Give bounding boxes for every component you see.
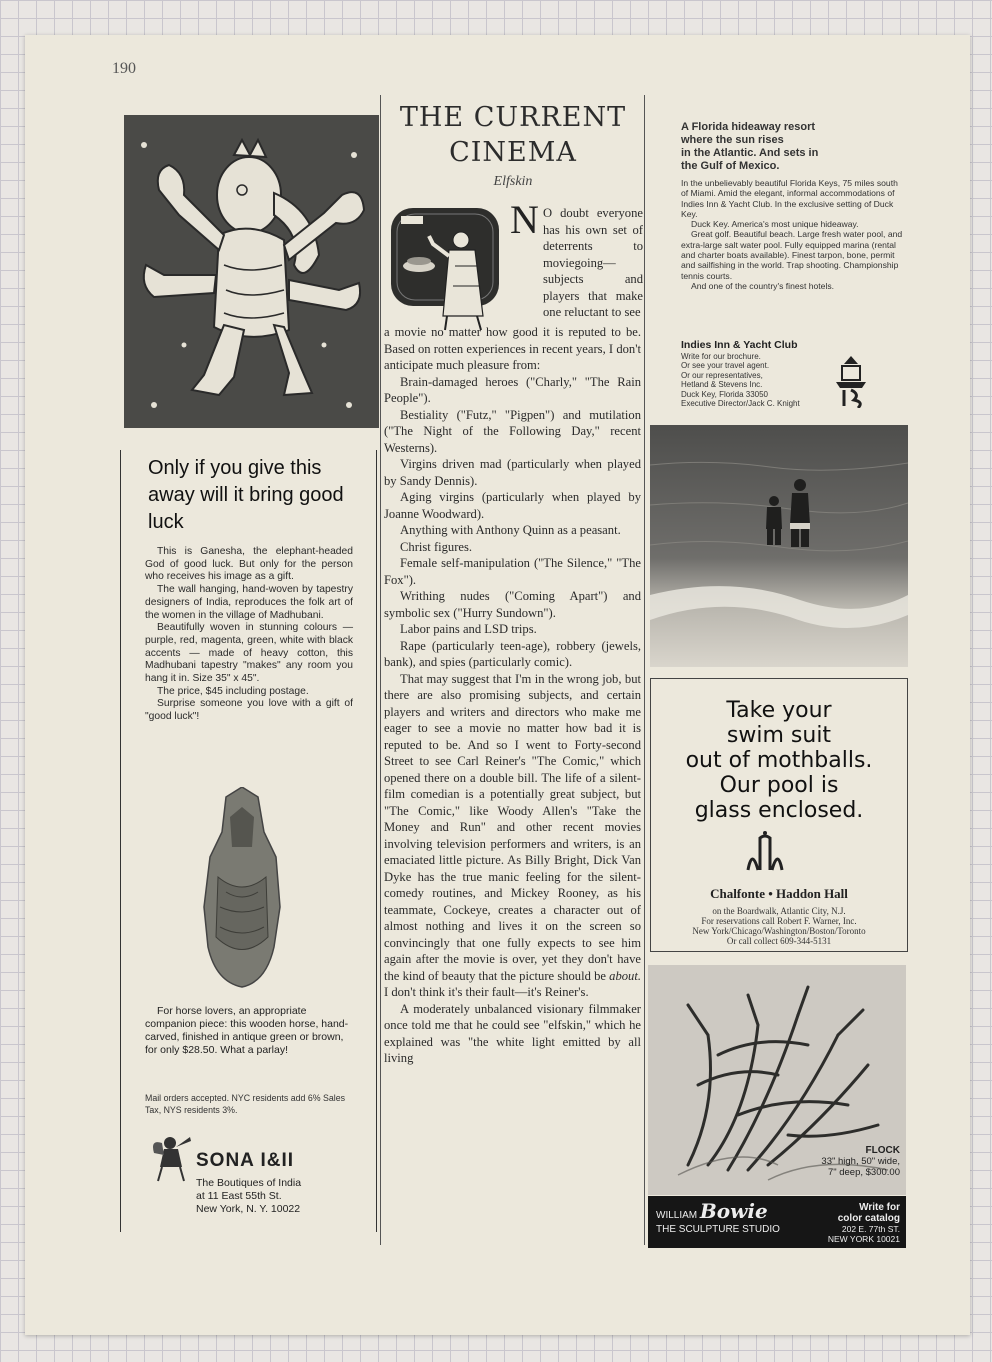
chalfonte-logo-icon — [742, 830, 788, 876]
headline-line: glass enclosed. — [694, 798, 864, 823]
list-item: Female self-manipulation ("The Silence," "The Fox"). — [384, 556, 641, 587]
sona-paragraph: The wall hanging, hand-woven by tapestry designers of India, reproduces the folk art of the women in the village of Madhubani. — [145, 584, 353, 621]
headline-line: A Florida hideaway resort — [681, 121, 816, 133]
detail-line: Or call collect 609-344-5131 — [726, 936, 832, 946]
contact-line: Write for our brochure. — [681, 352, 761, 361]
trumpeter-logo-icon — [150, 1131, 192, 1183]
list-item: Anything with Anthony Quinn as a peasant. — [400, 523, 621, 537]
contact-line: Or our representatives, — [681, 370, 763, 380]
headline-line: where the sun rises — [681, 134, 784, 146]
headline-line: in the Atlantic. And sets in — [681, 147, 819, 159]
pagoda-logo-icon — [834, 356, 868, 408]
list-item: Rape (particularly teen-age), robbery (jewels, bank), and spies (particularly comic). — [384, 638, 641, 669]
indies-paragraph: And one of the country's finest hotels. — [691, 280, 835, 291]
address-line: at 11 East 55th St. — [196, 1190, 282, 1202]
mail-order-note: Mail orders accepted. NYC residents add 6% Sales Tax, NYS residents 3%. — [145, 1093, 345, 1115]
bowie-address-line: 202 E. 77th ST. — [841, 1224, 900, 1234]
flock-caption — [770, 1145, 900, 1178]
article-paragraph: a movie no matter how good it is reputed to be. Based on rotten experiences in recent years, I don't anticipate much pleasure from: — [384, 325, 641, 372]
sona-body — [145, 546, 353, 724]
sona-paragraph: This is Ganesha, the elephant-headed God of good luck. But only for the person who receives his image as a gift. — [145, 546, 353, 583]
article-text: I don't think it's their fault—it's Reiner's. — [384, 985, 589, 999]
bowie-address-line: NEW YORK 10021 — [827, 1234, 900, 1244]
chalfonte-name: Chalfonte • Haddon Hall — [710, 886, 848, 901]
cta-line: color catalog — [837, 1213, 900, 1224]
headline-line: the Gulf of Mexico. — [681, 160, 780, 172]
indies-paragraph: In the unbelievably beautiful Florida Keys, 75 miles south of Miami. Amid the elegant, informal accommodations of Indies Inn & Yacht Club. In the exclusive setting of Duck Key. — [681, 178, 898, 219]
sona-paragraph: Beautifully woven in stunning colours — purple, red, magenta, green, white with black accents — made of heavy cotton, this Madhubani tapestry "makes" any room you hang it in. Size 35" x 45". — [145, 622, 353, 685]
sona-paragraph: Surprise someone you love with a gift of "good luck"! — [145, 698, 353, 723]
list-item: Bestiality ("Futz," "Pigpen") and mutilation ("The Night of the Following Day," recent Westerns). — [384, 407, 641, 455]
article-subtitle: Elfskin — [493, 174, 533, 189]
article-text: O doubt everyone has his own set of deterrents to moviegoing—subjects and players that make one reluctant to see — [543, 206, 643, 319]
address-line: The Boutiques of India — [196, 1177, 302, 1189]
sona-paragraph: The price, $45 including postage. — [157, 685, 309, 697]
contact-line: Hetland & Stevens Inc. — [681, 380, 763, 390]
bowie-banner — [648, 1196, 906, 1248]
detail-line: on the Boardwalk, Atlantic City, N.J. — [712, 906, 846, 916]
indies-paragraph: Great golf. Beautiful beach. Large fresh water pool, and extra-large salt water pool. Fully equipped marina (rental and charter boats available). Finest tarpon, bone, permit and sailfishing in the world. Trap shooting. Championship tennis courts. — [681, 229, 903, 281]
sona-logo-text: SONA I&II — [196, 1150, 295, 1171]
headline-line: Our pool is — [719, 773, 839, 798]
detail-line: New York/Chicago/Washington/Boston/Toronto — [692, 926, 866, 936]
chalfonte-headline — [650, 698, 908, 823]
drop-cap: N — [510, 197, 539, 242]
caption-line: 33" high, 50" wide, — [821, 1156, 900, 1167]
article-paragraph: A moderately unbalanced visionary filmmaker once told me that he could see "elfskin," which he explained was "the white light emitted by all living — [384, 1001, 641, 1065]
title-line: THE CURRENT — [399, 102, 627, 133]
article-body — [384, 324, 641, 1067]
title-line: CINEMA — [449, 137, 577, 168]
column-rule — [380, 95, 381, 1245]
address-line: New York, N. Y. 10022 — [196, 1203, 301, 1215]
headline-line: Take your — [726, 698, 832, 723]
article-title — [384, 100, 642, 170]
bowie-first-name: WILLIAM — [656, 1210, 698, 1221]
contact-line: Duck Key, Florida 33050 — [681, 389, 769, 399]
indies-headline — [681, 121, 901, 173]
article-paragraph — [384, 671, 641, 1001]
chalfonte-details — [650, 906, 908, 946]
article-opening — [543, 205, 643, 321]
contact-line: Executive Director/Jack C. Knight — [681, 399, 800, 409]
indies-name: Indies Inn & Yacht Club — [681, 339, 798, 351]
caption-line: 7" deep, $300.00 — [827, 1167, 900, 1178]
indies-body — [681, 178, 903, 291]
bowie-contact-block — [808, 1202, 900, 1244]
detail-line: For reservations call Robert F. Warner, Inc. — [701, 916, 857, 926]
headline-line: swim suit — [726, 723, 832, 748]
bowie-studio: THE SCULPTURE STUDIO — [656, 1224, 780, 1235]
beach-photo — [650, 425, 908, 667]
bowie-last-name: Bowie — [699, 1199, 768, 1223]
contact-line: Or see your travel agent. — [681, 361, 770, 371]
indies-paragraph: Duck Key. America's most unique hideaway. — [691, 219, 859, 230]
page-number: 190 — [112, 60, 136, 77]
bowie-name-block — [656, 1199, 806, 1237]
cartoon-illustration — [389, 206, 501, 331]
sona-headline: Only if you give this away will it bring good luck — [148, 457, 344, 533]
list-item: Christ figures. — [400, 539, 473, 554]
list-item: Brain-damaged heroes ("Charly," "The Rain People"). — [384, 374, 641, 405]
list-item: Virgins driven mad (particularly when played by Sandy Dennis). — [384, 457, 641, 488]
list-item: Writhing nudes ("Coming Apart") and symbolic sex ("Hurry Sundown"). — [384, 589, 641, 620]
list-item: Labor pains and LSD trips. — [400, 622, 537, 636]
headline-line: out of mothballs. — [685, 748, 873, 773]
column-rule — [644, 95, 645, 1245]
article-text: That may suggest that I'm in the wrong job, but there are also promising subjects, and certain players and writers and directors who make me eager to see a movie no matter how bad it is reputed to be. And so I went to Forty-second Street to see Carl Reiner's "The Comic," which opened there on a double bill. The life of a silent-film comedian is a potentially great subject, but "The Comic," like Woody Allen's "Take the Money and Run" and other recent movies involving television performers and writers, is an emaciated little picture. As Billy Bright, Dick Van Dyke has the true manic feeling for the silent-comedy routines, and Mickey Rooney, as his teammate, Cockeye, creates a character out of almost nothing and lives it on the screen so convincingly that one fully expects to see him again after the movie is over, yet they don't have the kind of beauty that the picture should be — [384, 671, 641, 983]
sona-address — [196, 1177, 356, 1216]
article-emphasis: about. — [609, 968, 641, 983]
wooden-horse-image — [196, 787, 288, 989]
horse-description: For horse lovers, an appropriate companion piece: this wooden horse, hand-carved, finished in antique green or brown, for only $28.50. What a parlay! — [145, 1005, 349, 1056]
flock-title: FLOCK — [865, 1145, 900, 1156]
ganesha-tapestry-image — [124, 115, 379, 428]
list-item: Aging virgins (particularly when played by Joanne Woodward). — [384, 490, 641, 521]
indies-contact — [681, 352, 841, 408]
cta-line: Write for — [859, 1202, 900, 1213]
